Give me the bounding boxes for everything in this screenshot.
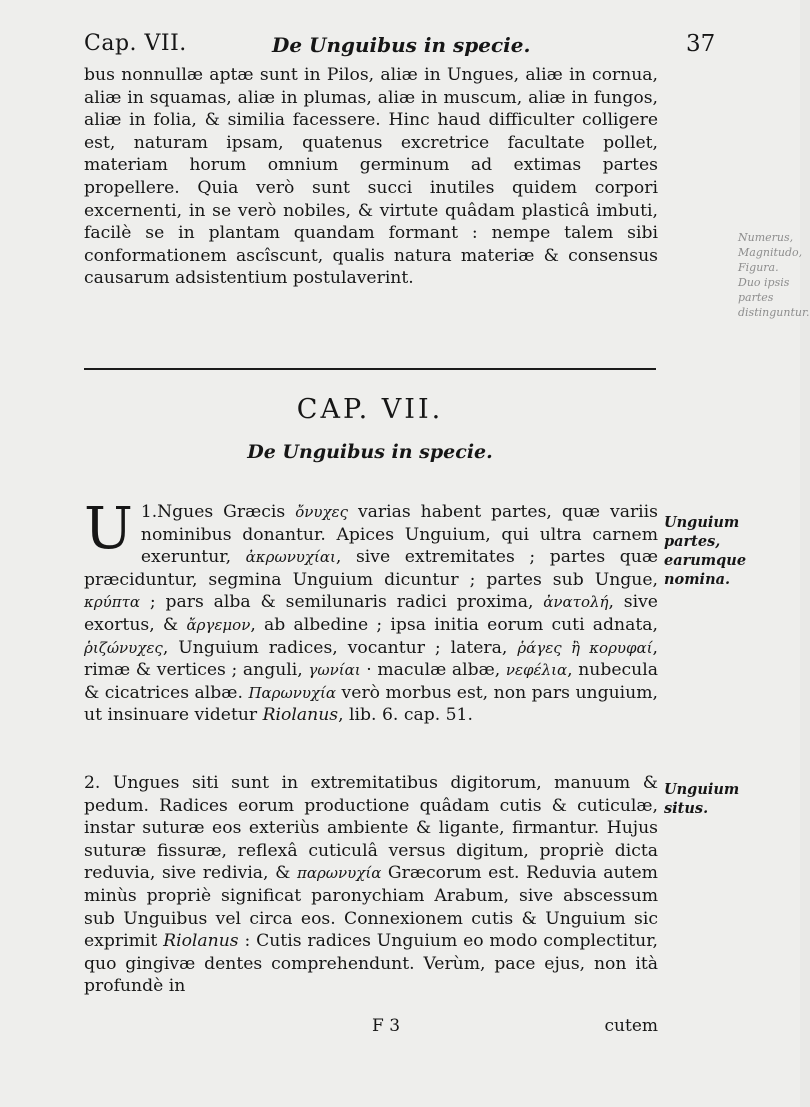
continuation-paragraph: bus nonnullæ aptæ sunt in Pilos, aliæ in Ungues, aliæ in cornua, aliæ in squamas, aliæ in plumas, aliæ in muscum, aliæ in fungos, aliæ in folia, & similia facessere. Hinc haud difficulter colligere est, naturam ipsam, quatenus excretrice facultate pollet, materiam horum omnium germinum ad extimas partes propellere. Quia verò sunt succi inutiles quidem corpori excernenti, in se verò nobiles, & virtute quâdam plasticâ imbuti, facilè se in plantam quandam formant : nempe talem sibi conformationem ascîscunt, qualis natura materiæ & consensus causarum adsistentium postulaverint. (84, 65, 658, 289)
greek-term: κρύπτα (84, 593, 141, 612)
greek-term: ῥιζώνυχες (84, 638, 163, 657)
chapter-heading: CAP. VII. (296, 394, 444, 425)
greek-term: ἄργεμον (186, 615, 251, 634)
header-chapter: Cap. VII. (84, 31, 187, 56)
text-run: , sive extremitates ; partes quæ præciduntur, segmina Unguium dicuntur ; partes sub Ungue, (84, 547, 659, 590)
greek-term: ὄνυχες (295, 503, 348, 521)
marginal-note-situs: Unguium situs. (664, 781, 740, 817)
section-rule (84, 368, 656, 370)
text-run: Græcorum est. Reduvia autem minùs propriè significat paronychiam Arabum, sive abscessum sub Unguibus vel circa eos. Connexionem cutis & Unguium sic exprimit (84, 863, 658, 952)
drop-cap: U (84, 494, 133, 562)
greek-term: παρωνυχία (296, 864, 382, 883)
greek-term: νεφέλια (505, 661, 568, 680)
paragraph-1 (84, 494, 659, 761)
paragraph-number: 1. (140, 502, 158, 522)
running-header (84, 31, 714, 59)
text-run: varias habent partes, quæ variis nominibus donantur. Apices Unguium, qui ultra carnem exeruntur, (140, 502, 658, 568)
greek-term: ἀκρωνυχίαι (245, 548, 336, 567)
greek-term: Παρωνυχία (248, 683, 337, 702)
catchword: cutem (604, 1016, 658, 1036)
header-running-title: De Unguibus in specie. (272, 33, 531, 57)
text-run: , nubecula & cicatrices albæ. (84, 660, 658, 703)
text-run: , lib. 6. cap. 51. (338, 705, 473, 726)
text-run: : Cutis radices Unguium eo modo complectitur, quo gingivæ dentes comprehendunt. Verùm, pace ejus, non ità profundè in (84, 931, 658, 997)
paragraph-2 (84, 772, 658, 1028)
page-footer (84, 1013, 658, 1041)
text-run: · maculæ albæ, (360, 660, 506, 681)
page-number: 37 (686, 31, 716, 57)
text-run: , sive exortus, & (84, 592, 658, 635)
text-run: 2. Ungues siti sunt in extremitatibus digitorum, manuum & pedum. Radices eorum productione quâdam cutis & cuticulæ, instar suturæ eos exteriùs ambiente & ligante, firmantur. Hujus suturæ fissuræ, reflexâ cuticulâ versus digitum, propriè dicta reduvia, sive redivia, & (84, 773, 658, 884)
text-run: Ngues Græcis (157, 502, 296, 522)
greek-term: ῥάγες ἢ κορυφαί (517, 638, 653, 657)
text-run: , Unguium radices, vocantur ; latera, (162, 637, 518, 658)
bleed-through-marginalia: Numerus, Magnitudo, Figura. Duo ipsis partes distinguntur. (738, 231, 810, 319)
author-citation: Riolanus (262, 705, 339, 726)
greek-term: γωνίαι (308, 661, 361, 680)
chapter-subtitle: De Unguibus in specie. (247, 441, 493, 463)
text-run: verò morbus est, non pars unguium, ut insinuare videtur (84, 682, 658, 726)
author-citation: Riolanus (163, 931, 239, 952)
text-run: , rimæ & vertices ; anguli, (84, 637, 658, 681)
text-run: ; pars alba & semilunaris radici proxima, (140, 592, 544, 613)
marginal-note-parts: Unguium partes, earumque nomina. (664, 514, 747, 588)
signature-mark: F 3 (372, 1016, 401, 1036)
greek-term: ἀνατολή (543, 593, 609, 612)
text-run: , ab albedine ; ipsa initia eorum cuti adnata, (250, 614, 658, 635)
